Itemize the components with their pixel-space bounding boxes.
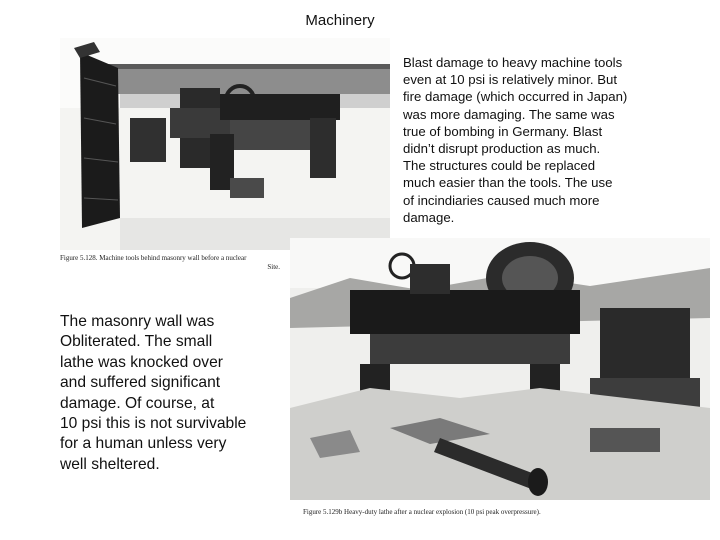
machine-tools-photo xyxy=(60,38,390,250)
figure-caption-1-line2: Site. xyxy=(267,263,280,271)
blast-damage-text: Blast damage to heavy machine tools even at 10 psi is relatively minor. But fire damage (which occurred in Japan) was more damaging. The same was true of bombing in Germany. Blast didn’t disrupt production as much. The structures could be replaced much easier than the tools. The use of incindiaries caused much more damage. xyxy=(403,54,693,226)
figure-caption-1-line1: Figure 5.128. Machine tools behind masonry wall before a nuclear xyxy=(60,254,247,262)
machine-tools-illustration xyxy=(60,38,390,250)
masonry-wall-text: The masonry wall was Obliterated. The small lathe was knocked over and suffered significant damage. Of course, at 10 psi this is not survivable for a human unless very well sheltered. xyxy=(60,312,286,475)
figure-caption-2: Figure 5.129b Heavy-duty lathe after a nuclear explosion (10 psi peak overpressure). xyxy=(303,508,541,516)
lathe-illustration xyxy=(290,238,710,500)
heavy-duty-lathe-photo xyxy=(290,238,710,500)
figure-caption-1 xyxy=(60,254,290,272)
slide-title: Machinery xyxy=(305,12,375,29)
